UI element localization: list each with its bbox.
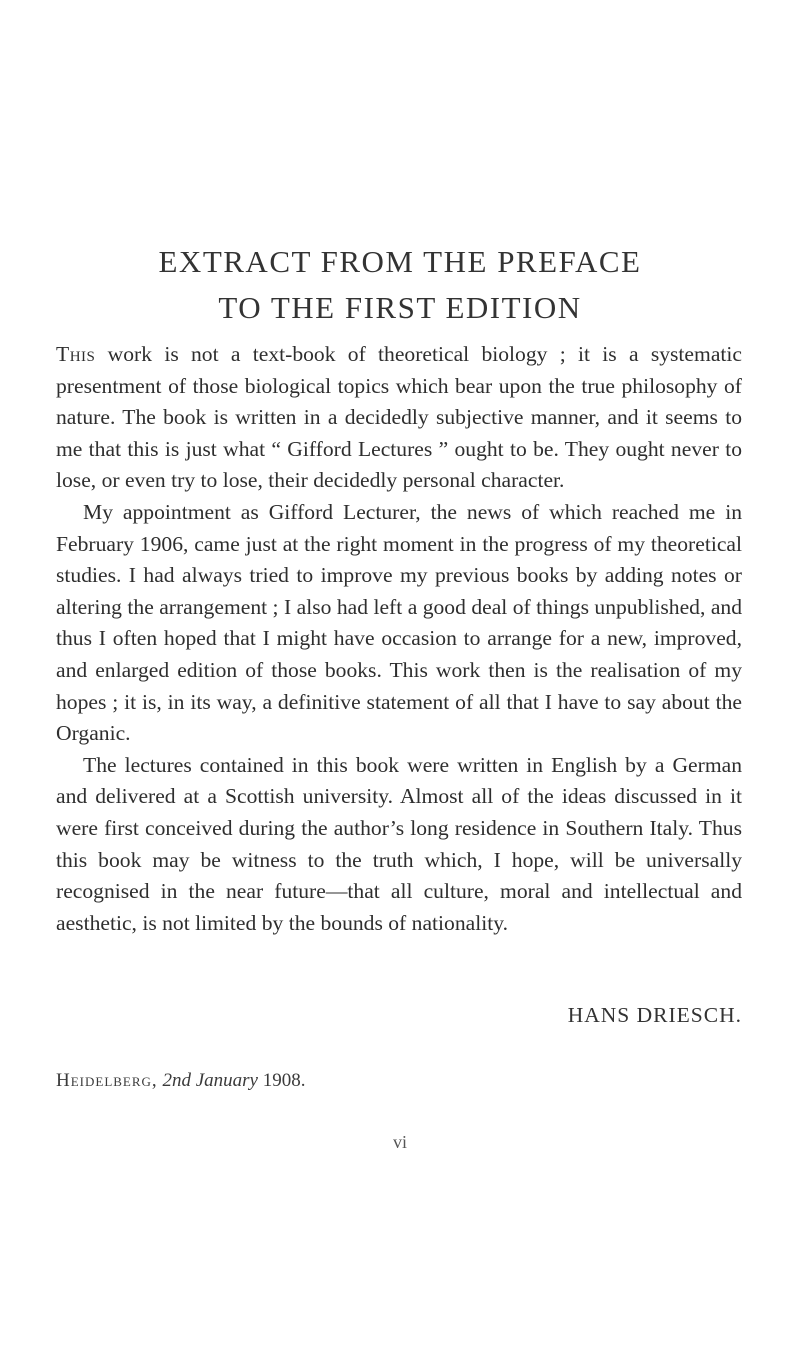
paragraph-1-lead-word: This <box>56 342 96 366</box>
paragraph-3: The lectures contained in this book were written in English by a German and delivered at a Scottish university. Almost all of the ideas discussed in it were first conceived during the author’s long residence in Southern Italy. Thus this book may be witness to the truth which, I hope, will be universally recognised in the near future—that all culture, moral and intellectual and aesthetic, is not limited by the bounds of nationality. <box>56 752 742 935</box>
dateline-year: 1908. <box>257 1070 306 1091</box>
preface-body <box>56 339 742 939</box>
page-number: vi <box>392 1132 407 1152</box>
dateline-date: 2nd January <box>162 1070 258 1091</box>
paragraph-1 <box>56 339 742 497</box>
dateline <box>56 1069 305 1093</box>
page-title-line-2: TO THE FIRST EDITION <box>218 290 582 325</box>
author-signature: HANS DRIESCH. <box>567 1003 742 1027</box>
paragraph-1-text: work is not a text-book of theoretical biology ; it is a systematic presentment of those biological topics which bear upon the true philosophy of nature. The book is written in a decidedly subjective manner, and it seems to me that this is just what “ Gifford Lectures ” ought to be. They ought never to lose, or even try to lose, their decidedly personal character. <box>56 342 742 493</box>
page-title-line-1: EXTRACT FROM THE PREFACE <box>158 244 642 279</box>
dateline-place: Heidelberg, <box>56 1070 158 1091</box>
paragraph-2: My appointment as Gifford Lecturer, the news of which reached me in February 1906, came just at the right moment in the progress of my theoretical studies. I had always tried to improve my previous books by adding notes or altering the arrangement ; I also had left a good deal of things unpublished, and thus I often hoped that I might have occasion to arrange for a new, improved, and enlarged edition of those books. This work then is the realisation of my hopes ; it is, in its way, a definitive statement of all that I have to say about the Organic. <box>56 499 742 746</box>
